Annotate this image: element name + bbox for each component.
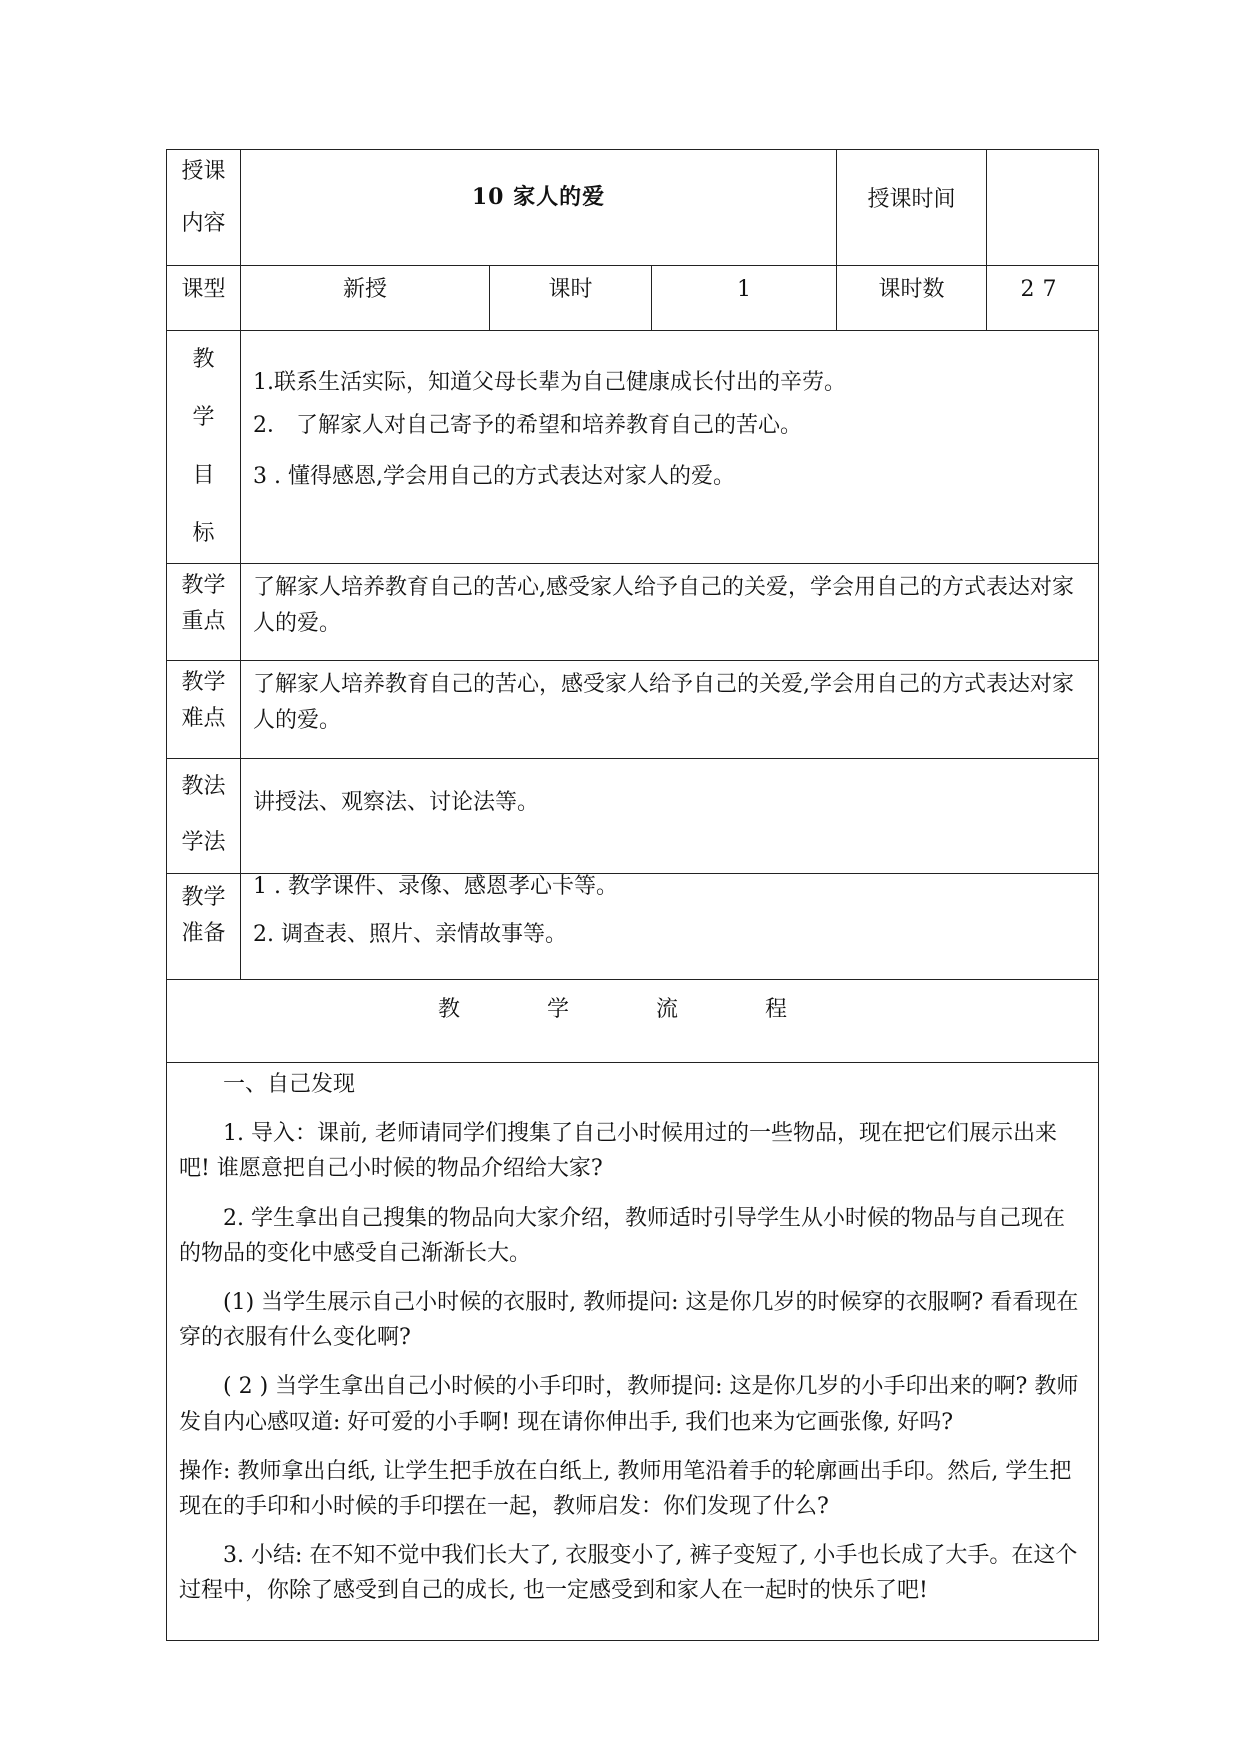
flow-paragraph: 2. 学生拿出自己搜集的物品向大家介绍，教师适时引导学生从小时候的物品与自己现在的物品的变化中感受自己渐渐长大。: [179, 1205, 1065, 1266]
header-row: [167, 150, 1099, 266]
lesson-title: 10 家人的爱: [241, 150, 837, 266]
goals-content: [241, 331, 1099, 564]
methods-label-2: 学法: [181, 830, 226, 855]
goal-item: 3 . 懂得感恩,学会用自己的方式表达对家人的爱。: [253, 464, 735, 490]
count-value: 27: [987, 266, 1099, 331]
flow-heading: 一、自己发现: [223, 1072, 356, 1097]
lesson-plan-table: [166, 149, 1099, 1641]
key-points-label: [167, 564, 241, 661]
key-points-label-1: 教学: [181, 573, 226, 598]
label-period: 课时: [490, 266, 652, 331]
label-count: 课时数: [837, 266, 987, 331]
key-points-text: 了解家人培养教育自己的苦心,感受家人给予自己的关爱，学会用自己的方式表达对家人的爱。: [241, 564, 1099, 661]
goals-label: [167, 331, 241, 564]
label-time: 授课时间: [837, 150, 987, 266]
label-content: [167, 150, 241, 266]
label-type: 课型: [167, 266, 241, 331]
preparation-item: 1 . 教学课件、录像、感恩孝心卡等。: [253, 874, 618, 899]
goals-row: [167, 331, 1099, 564]
difficulties-label-2: 难点: [181, 706, 226, 731]
key-points-label-2: 重点: [181, 609, 226, 634]
goals-label-2: 学: [192, 405, 215, 430]
info-row: [167, 266, 1099, 331]
flow-title-row: [167, 980, 1099, 1063]
preparation-label-1: 教学: [181, 885, 226, 910]
type-value: 新授: [241, 266, 490, 331]
methods-text: 讲授法、观察法、讨论法等。: [241, 759, 1099, 874]
methods-label-1: 教法: [181, 774, 226, 799]
difficulties-row: [167, 661, 1099, 759]
difficulties-text: 了解家人培养教育自己的苦心，感受家人给予自己的关爱,学会用自己的方式表达对家人的爱。: [241, 661, 1099, 759]
label-content-line2: 内容: [181, 211, 226, 236]
preparation-item: 2. 调查表、照片、亲情故事等。: [253, 922, 567, 947]
preparation-content: [241, 874, 1099, 980]
flow-paragraph: 3. 小结: 在不知不觉中我们长大了, 衣服变小了, 裤子变短了, 小手也长成了大手。在这个过程中，你除了感受到自己的成长, 也一定感受到和家人在一起时的快乐了吧!: [179, 1543, 1078, 1604]
key-points-row: [167, 564, 1099, 661]
label-content-line1: 授课: [181, 159, 226, 184]
goal-item: 2． 了解家人对自己寄予的希望和培养教育自己的苦心。: [253, 413, 802, 439]
preparation-label: [167, 874, 241, 980]
flow-paragraph: 操作: 教师拿出白纸, 让学生把手放在白纸上, 教师用笔沿着手的轮廓画出手印。然后, 学生把现在的手印和小时候的手印摆在一起，教师启发：你们发现了什么?: [179, 1458, 1072, 1519]
flow-content: [167, 1063, 1099, 1641]
flow-row: [167, 1063, 1099, 1641]
goals-label-3: 目: [192, 463, 215, 488]
methods-row: [167, 759, 1099, 874]
flow-paragraph: (1) 当学生展示自己小时候的衣服时, 教师提问: 这是你几岁的时候穿的衣服啊? 看看现在穿的衣服有什么变化啊?: [179, 1289, 1079, 1351]
flow-paragraph: ( 2 ) 当学生拿出自己小时候的小手印时，教师提问: 这是你几岁的小手印出来的啊? 教师发自内心感叹道: 好可爱的小手啊! 现在请你伸出手, 我们也来为它画张像, 好吗?: [179, 1374, 1079, 1435]
methods-label: [167, 759, 241, 874]
difficulties-label: [167, 661, 241, 759]
goals-label-1: 教: [192, 347, 215, 372]
preparation-label-2: 准备: [181, 921, 226, 946]
goals-label-4: 标: [192, 521, 215, 546]
goal-item: 1.联系生活实际，知道父母长辈为自己健康成长付出的辛劳。: [253, 370, 846, 395]
flow-title: 教 学 流 程: [167, 980, 1099, 1063]
period-value: 1: [652, 266, 837, 331]
time-value: [987, 150, 1099, 266]
preparation-row: [167, 874, 1099, 980]
flow-paragraph: 1. 导入：课前, 老师请同学们搜集了自己小时候用过的一些物品，现在把它们展示出来吧! 谁愿意把自己小时候的物品介绍给大家?: [179, 1121, 1057, 1182]
difficulties-label-1: 教学: [181, 670, 226, 695]
